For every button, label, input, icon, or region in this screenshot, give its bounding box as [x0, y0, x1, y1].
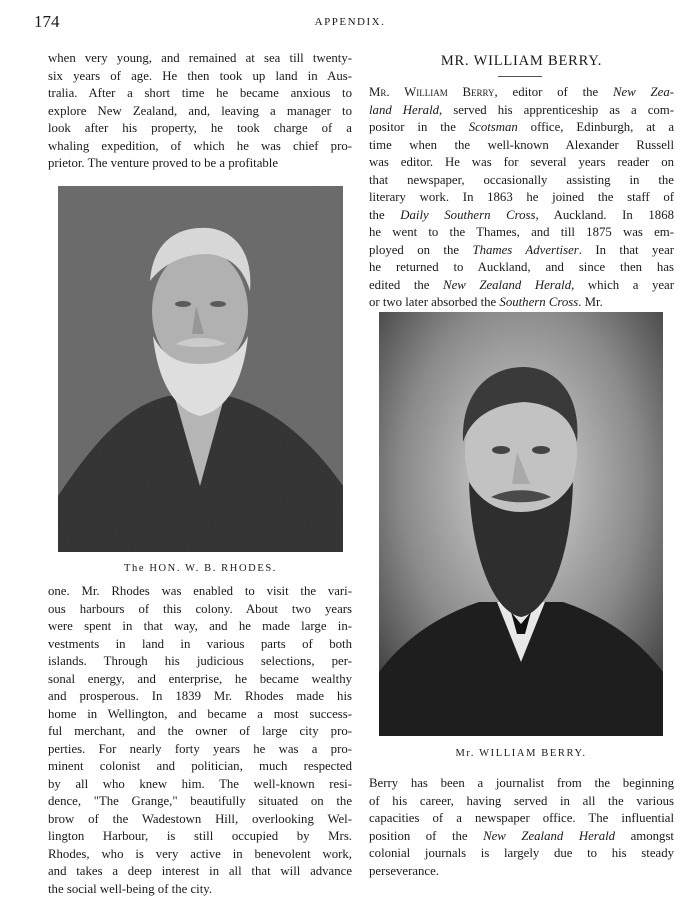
text-line: dence, "The Grange," beautifully situated on the	[48, 794, 352, 808]
text-line	[369, 84, 674, 102]
page-header	[0, 10, 700, 34]
text-run: positor in the	[369, 120, 469, 134]
italic-text: Southern Cross	[499, 295, 579, 309]
text-run: amongst	[615, 828, 674, 843]
text-line: vestments in land in various parts of both	[48, 636, 352, 651]
italic-text: Scotsman	[468, 120, 518, 134]
text-run: . Mr.	[578, 295, 603, 309]
text-line: explore New Zealand, and, leaving a manager to	[48, 103, 352, 118]
text-run: of his career, having served in all the various	[369, 793, 674, 808]
text-run: the	[369, 207, 401, 222]
berry-caption: Mr. WILLIAM BERRY.	[455, 748, 587, 759]
text-line	[369, 259, 674, 277]
running-head: APPENDIX.	[314, 16, 386, 28]
text-line: were spent in that way, and he made large in-	[48, 619, 352, 633]
text-line: minent colonist and politician, much respected	[48, 759, 352, 773]
text-line	[369, 845, 674, 863]
berry-article-title: MR. WILLIAM BERRY.	[440, 53, 603, 69]
rhodes-portrait	[58, 186, 343, 552]
italic-text: land Herald	[369, 102, 440, 117]
text-run: edited the	[369, 277, 444, 292]
text-line	[369, 828, 674, 846]
text-line: home in Wellington, and became a most success-	[48, 706, 352, 721]
text-run: he returned to Auckland, and since then has	[369, 260, 674, 274]
text-line	[369, 277, 674, 295]
text-line: tralia. After a short time he became anxious to	[48, 86, 352, 100]
text-run: time when the well-known Alexander Russell	[369, 137, 674, 152]
text-line	[369, 863, 674, 881]
text-line	[369, 207, 674, 225]
text-run: capacities of a newspaper office. The influential	[369, 811, 674, 825]
berry-text-bottom	[369, 775, 674, 880]
text-line: the social well-being of the city.	[48, 881, 213, 896]
text-line: by all who knew him. The well-known resi-	[48, 776, 352, 791]
text-line: prietor. The venture proved to be a profitable	[48, 156, 279, 170]
text-line: brow of the Wadestown Hill, overlooking Wel-	[48, 811, 352, 826]
text-run: position of the	[369, 828, 484, 843]
text-line	[369, 189, 674, 207]
text-line: ful merchant, and the owner of large city pro-	[48, 724, 352, 738]
text-run: office, Edinburgh, at a	[517, 120, 674, 134]
text-run: , served his apprenticeship as a com-	[439, 102, 674, 117]
text-line	[369, 119, 674, 137]
rhodes-text-top	[48, 50, 352, 173]
text-run: , which a year	[571, 277, 674, 292]
text-line	[369, 172, 674, 190]
italic-text: Thames Advertiser	[472, 242, 579, 257]
text-line	[369, 810, 674, 828]
text-run: Berry has been a journalist from the beginning	[369, 776, 674, 790]
text-line: look after his property, he took charge of a	[48, 121, 352, 135]
text-run: colonial journals is largely due to his steady	[369, 846, 674, 860]
text-run: that newspaper, occasionally assisting in the	[369, 172, 674, 187]
text-run: . In that year	[578, 242, 675, 257]
text-run: Mr. William Berry	[369, 85, 495, 99]
text-line	[369, 775, 674, 793]
text-line: when very young, and remained at sea till twenty-	[48, 51, 352, 65]
text-line: sonal energy, and enterprise, he became wealthy	[48, 671, 352, 686]
page-number: 174	[34, 12, 60, 31]
text-run: , editor of the	[494, 85, 614, 99]
title-divider	[498, 76, 542, 77]
text-line: whaling expedition, of which he was chief pro-	[48, 138, 352, 153]
italic-text: New Zealand Herald	[483, 828, 616, 843]
text-run: ployed on the	[369, 242, 473, 257]
text-line	[369, 242, 674, 260]
text-line: and prosperous. In 1839 Mr. Rhodes made his	[48, 689, 352, 703]
text-line: and takes a deep interest in all that will advance	[48, 864, 352, 878]
text-run: literary work. In 1863 he joined the staff of	[369, 190, 674, 204]
italic-text: New Zealand Herald	[443, 277, 572, 292]
text-line	[369, 224, 674, 242]
italic-text: Daily Southern Cross	[400, 207, 536, 222]
text-line: ous harbours of this colony. About two years	[48, 601, 352, 616]
text-line	[369, 102, 674, 120]
text-line: perties. For nearly forty years he was a pro-	[48, 741, 352, 756]
text-line	[369, 137, 674, 155]
text-line: Rhodes, who is very active in benevolent work,	[48, 846, 352, 861]
berry-portrait	[379, 312, 663, 736]
text-line	[369, 793, 674, 811]
italic-text: New Zea-	[613, 85, 675, 99]
text-run: he went to the Thames, and till 1875 was em-	[369, 225, 674, 239]
rhodes-text-bottom	[48, 583, 352, 898]
text-line: six years of age. He then took up land in Aus-	[48, 68, 352, 83]
text-run: perseverance.	[369, 863, 439, 878]
rhodes-caption: The HON. W. B. RHODES.	[123, 563, 278, 574]
text-line: islands. Through his judicious selections, per-	[48, 654, 352, 668]
text-run: or two later absorbed the	[369, 295, 500, 309]
text-line: lington Harbour, is still occupied by Mrs.	[48, 829, 352, 843]
text-line	[369, 294, 674, 312]
text-run: , Auckland. In 1868	[535, 207, 675, 222]
text-run: was editor. He was for several years reader on	[369, 155, 674, 169]
text-line	[369, 154, 674, 172]
berry-text-top	[369, 84, 674, 312]
text-line: one. Mr. Rhodes was enabled to visit the vari-	[48, 584, 352, 598]
